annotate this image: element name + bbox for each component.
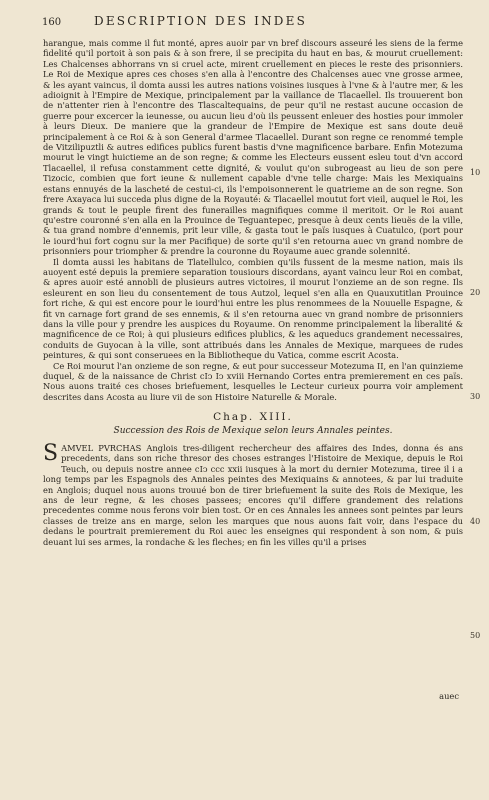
running-title: DESCRIPTION DES INDES: [94, 14, 307, 28]
chapter-heading: Chap. XIII.: [213, 411, 293, 424]
chapter-paragraph-text: AMVEL PVRCHAS Anglois tres-diligent rechercheur des affaires des Indes, donna és ans precedents, dans son riche thresor des choses estranges l'Histoire de Mexique, depuis le Roi Teuch, ou depuis nostre annee cIↄ ccc xxii iusques à la mort du dernier Motezuma, tiree il i a long temps par les Espagnols des Annales peintes des Mexiquains & annotees, & par lui traduite en Anglois; duquel nous auons trouué bon de tirer briefuement la suite des Rois de Mexique, les ans de leur regne, & les choses passees; encores qu'il differe grandement des relations precedentes comme nous ferons voir bien tost. Or en ces Annales les annees sont peintes par leurs classes de treize ans en marge, selon les marques que nous auons fait voir, dans l'espace du dedans le pourtrait premierement du Roi auec les enseignes qui respondent à son nom, & puis deuant lui ses armes, la rondache & les fleches; en fin les villes qu'il a prises: [43, 443, 463, 547]
margin-line-number: 20: [470, 288, 481, 297]
chapter-subtitle: Succession des Rois de Mexique selon leurs Annales peintes.: [113, 425, 393, 436]
catchword: auec: [439, 691, 459, 701]
page-number: 160: [42, 17, 62, 28]
paragraph: Il domta aussi les habitans de Tlatellulco, combien qu'ils fussent de la mesme nation, mais ils auoyent esté depuis la premiere separation tousiours discordans, ayant vaincu leur Roi en combat, & apres auoir esté annobli de plusieurs autres victoires, il mourut l'onzieme an de son regne. Ils esleurent en son lieu du consentement de tous Autzol, lequel s'en alla en Quauxutitlan Prouince fort riche, & qui est encore pour le iourd'hui entre les plus renommees de la Nouuelle Espagne, & fit vn carnage fort grand de ses ennemis, & il s'en retourna auec vn grand nombre de prisonniers dans la ville pour y prendre les auspices du Royaume. On renomme principalement la liberalité & magnificence de ce Roi; à qui plusieurs edifices plublics, & les aqueducs grandement necessaires, conduits de Guyocan à la ville, sont attribués dans les Annales de Mexique, marquees de rudes peintures, & qui sont conseruees en la Bibliotheque du Vatica, comme escrit Acosta.: [43, 256, 463, 361]
drop-cap: S: [43, 441, 59, 467]
page-header: [42, 14, 471, 28]
margin-line-number: 30: [470, 392, 481, 401]
main-text: [43, 38, 463, 547]
chapter-paragraph: [43, 443, 463, 547]
margin-line-number: 40: [470, 517, 481, 526]
margin-line-number: 50: [470, 631, 481, 640]
paragraph: Ce Roi mourut l'an onzieme de son regne, & eut pour successeur Motezuma II, en l'an quinzieme duquel, & de la naissance de Christ cIↄ Iↄ xviii Hernando Cortes entra premierement en ces païs. Nous auons traité ces choses briefuement, lesquelles le Lecteur curieux pourra voir amplement descrites dans Acosta au liure vii de son Histoire Naturelle & Morale.: [43, 360, 463, 402]
paragraph: harangue, mais comme il fut monté, apres auoir par vn bref discours asseuré les siens de la ferme fidelité qu'il portoit à son pais & à son frere, il se precipita du haut en bas, & mourut cruellement: Les Chalcenses abhorrans vn si cruel acte, mirent cruellement en pieces le reste des prisonniers. Le Roi de Mexique apres ces choses s'en alla à l'encontre des Chalcenses auec vne grosse armee, & les ayant vaincus, il domta aussi les autres nations voisines iusques à l'vne & à l'autre mer, & les adioignit à l'Empire de Mexique, principalement par la vaillance de Tlacaellel. Ils trouuerent bon de n'attenter rien à l'encontre des Tlascaltequains, de peur qu'il ne restast aucune occasion de guerre pour excercer la ieunesse, ou aucun lieu d'où ils peussent enleuer des hosties pour immoler à leurs Dieux. De maniere que la grandeur de l'Empire de Mexique est sans doute deuë principalement à ce Roi & à son General d'armee Tlacaellel. Durant son regne ce renommé temple de Vitzilipuztli & autres edifices publics furent bastis d'vne magnificence barbare. Enfin Motezuma mourut le vingt huictieme an de son regne; & comme les Electeurs eussent esleu tout d'vn accord Tlacaellel, il refusa constamment cette dignité, & voulut qu'on subrogeast au lieu de son pere Tizocic, combien que fort ieune & nullement capable d'vne telle charge: Mais les Mexiquains estans ennuyés de la lascheté de cestui-ci, ils l'empoisonnerent le quatrieme an de son regne. Son frere Axayaca lui succeda plus digne de la Royauté: & Tlacaellel moutut fort vieil, auquel le Roi, les grands & tout le peuple firent des funerailles magnifiques comme il meritoit. Or le Roi auant qu'estre couronné s'en alla en la Prouince de Teguantepec, presque à deux cents lieuës de la ville, & tua grand nombre d'ennemis, prit leur ville, & gasta tout le païs iusques à Cuatulco, (port pour le iourd'hui fort cognu sur la mer Pacifique) de sorte qu'il s'en retourna auec vn grand nombre de prisonniers pour triompher & prendre la couronne du Royaume auec grande solennité.: [43, 38, 463, 257]
margin-line-number: 10: [470, 168, 481, 177]
